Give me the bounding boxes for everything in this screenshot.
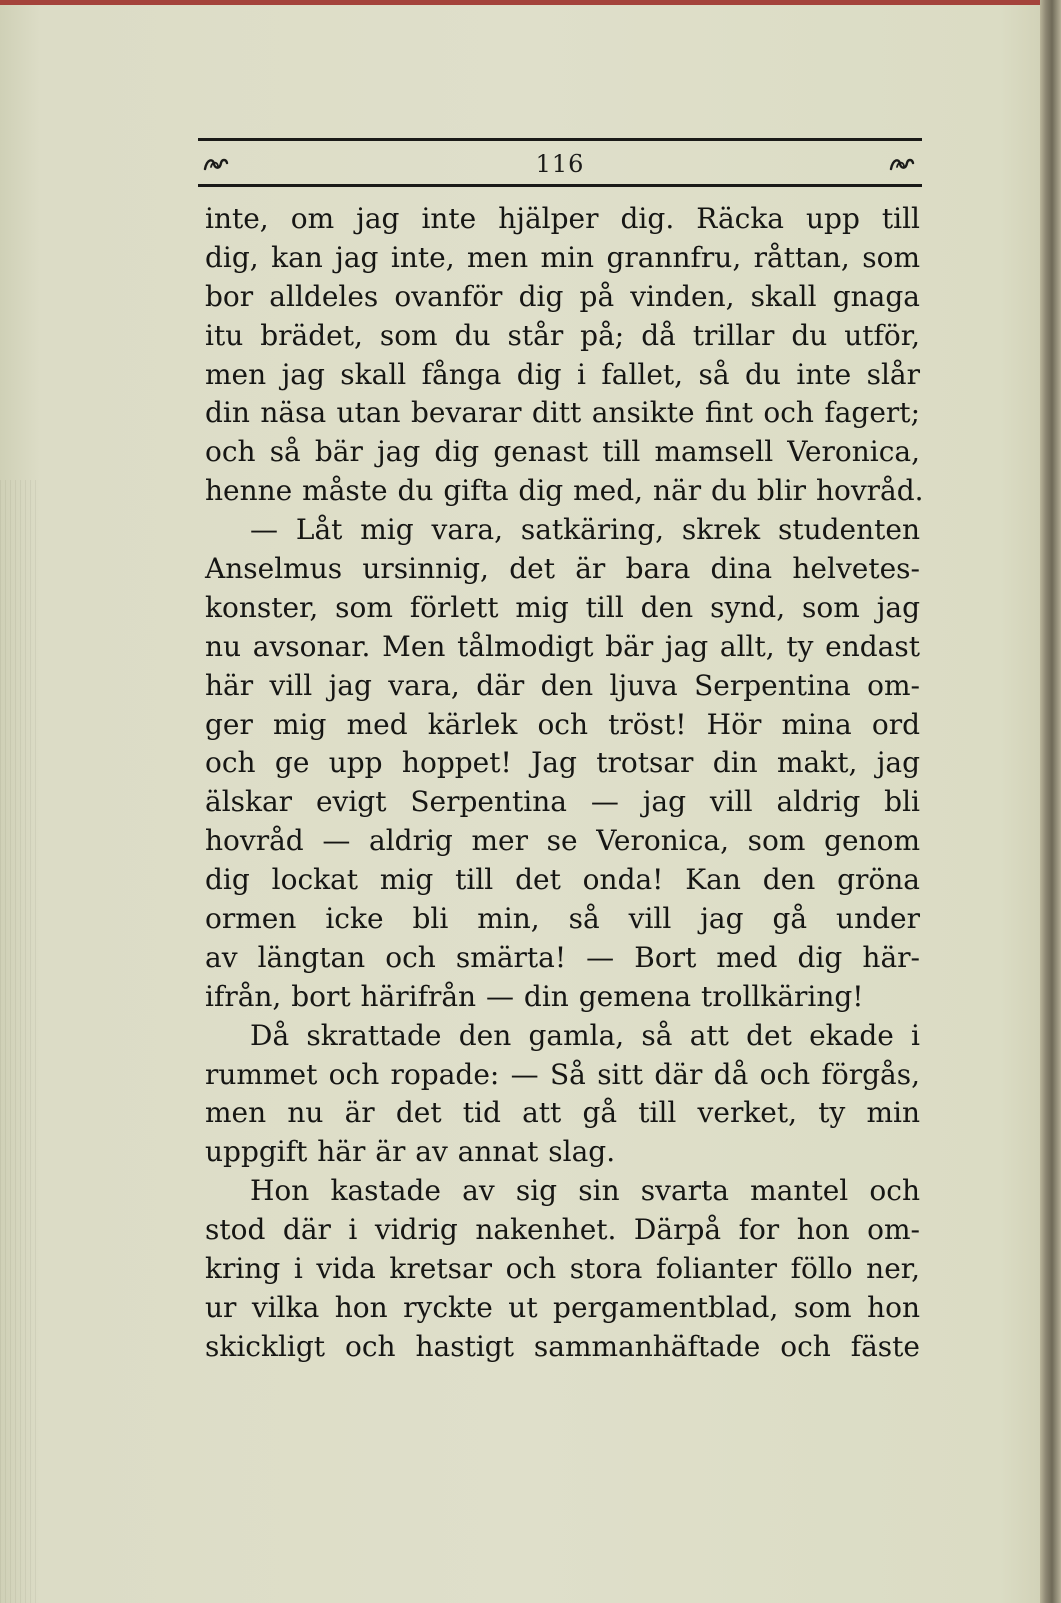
text-line: av längtan och smärta! — Bort med dig här- [205, 940, 920, 974]
text-line: Anselmus ursinnig, det är bara dina helvetes- [205, 552, 920, 586]
text-line: skickligt och hastigt sammanhäftade och fäste [205, 1329, 920, 1363]
text-line: nu avsonar. Men tålmodigt bär jag allt, ty endast [205, 629, 920, 663]
text-line: men jag skall fånga dig i fallet, så du inte slår [205, 357, 920, 391]
text-line: ur vilka hon ryckte ut pergamentblad, som hon [205, 1290, 920, 1324]
text-line: och så bär jag dig genast till mamsell Veronica, [205, 435, 920, 469]
text-line: dig lockat mig till det onda! Kan den gröna [205, 863, 920, 897]
running-header [198, 138, 922, 192]
text-line: inte, om jag inte hjälper dig. Räcka upp till [205, 202, 920, 235]
text-line: rummet och ropade: — Så sitt där då och förgås, [205, 1057, 920, 1091]
text-line: ger mig med kärlek och tröst! Hör mina ord [205, 707, 920, 741]
header-rule-top [198, 138, 922, 141]
text-line: henne måste du gifta dig med, när du blir hovråd. [205, 474, 924, 508]
page-top-edge [0, 0, 1040, 5]
book-binding-edge [1040, 0, 1061, 1603]
text-line: här vill jag vara, där den ljuva Serpentina om- [205, 668, 920, 702]
header-rule-bottom [198, 184, 922, 187]
text-line: dig, kan jag inte, men min grannfru, råttan, som [205, 240, 920, 274]
text-line: Då skrattade den gamla, så att det ekade i [250, 1018, 920, 1052]
text-line: och ge upp hoppet! Jag trotsar din makt, jag [205, 746, 920, 780]
page-gutter [0, 480, 40, 1603]
text-line: Hon kastade av sig sin svarta mantel och [250, 1174, 920, 1208]
body-text [205, 200, 924, 1367]
text-line: ormen icke bli min, så vill jag gå under [205, 902, 920, 936]
text-line: hovråd — aldrig mer se Veronica, som genom [205, 824, 920, 858]
text-line: stod där i vidrig nakenhet. Därpå for hon om- [205, 1213, 920, 1247]
text-line: men nu är det tid att gå till verket, ty min [205, 1096, 920, 1130]
text-line: bor alldeles ovanför dig på vinden, skall gnaga [205, 279, 920, 313]
text-line: konster, som förlett mig till den synd, som jag [205, 590, 920, 624]
text-line: ifrån, bort härifrån — din gemena trollkäring! [205, 979, 864, 1013]
text-line: itu brädet, som du står på; då trillar du utför, [205, 318, 920, 352]
text-line: älskar evigt Serpentina — jag vill aldrig bli [205, 785, 920, 819]
swash-ornament-icon [888, 154, 916, 174]
text-line: kring i vida kretsar och stora folianter föllo ner, [205, 1252, 920, 1286]
page-number: 116 [535, 150, 585, 178]
text-line: uppgift här är av annat slag. [205, 1135, 616, 1169]
text-line: — Låt mig vara, satkäring, skrek studenten [250, 513, 920, 547]
text-line: din näsa utan bevarar ditt ansikte fint och fagert; [205, 396, 920, 430]
